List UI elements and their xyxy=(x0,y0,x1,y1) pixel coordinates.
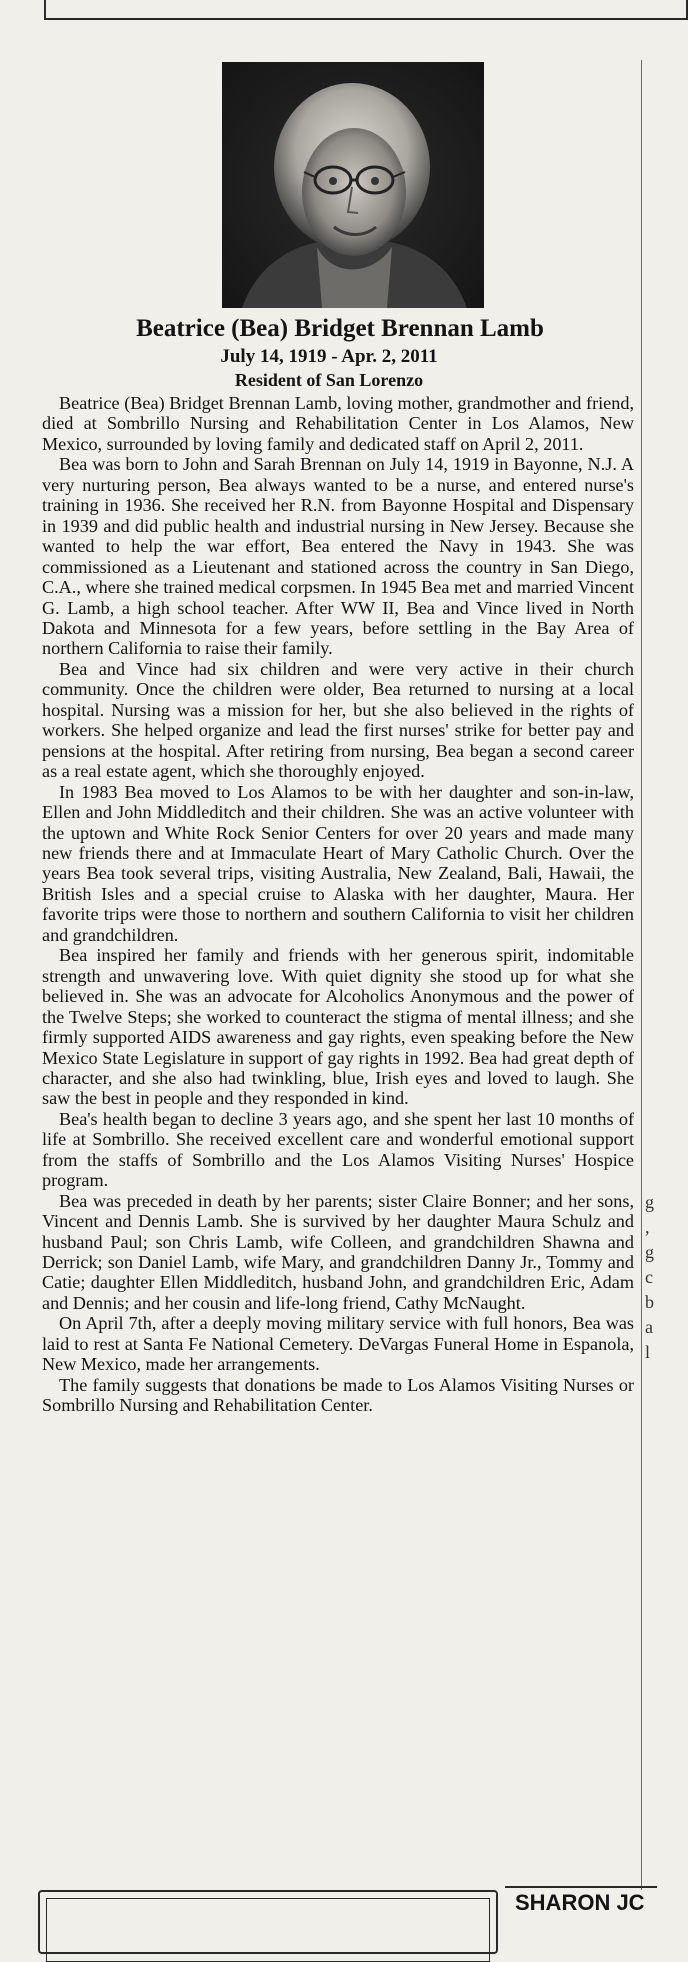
obituary-name: Beatrice (Bea) Bridget Brennan Lamb xyxy=(136,315,544,342)
obituary-dates: July 14, 1919 - Apr. 2, 2011 xyxy=(220,346,438,367)
obituary-paragraph: Bea inspired her family and friends with her generous spirit, indomitable strength and unwavering love. With quiet dignity she stood up for what she believed in. She was an advocate for Alcoholics Anonymous and the power of the Twelve Steps; she worked to counteract the stigma of mental illness; and she firmly supported AIDS awareness and gay rights, even speaking before the New Mexico State Legislature in support of gay rights in 1992. Bea had great depth of character, and she also had twinkling, blue, Irish eyes and loved to laugh. She saw the best in people and they responded in kind. xyxy=(42,945,634,1109)
next-obituary-rule xyxy=(505,1886,657,1888)
obituary-paragraph: The family suggests that donations be made to Los Alamos Visiting Nurses or Sombrillo Nursing and Rehabilitation Center. xyxy=(42,1374,634,1416)
next-obituary-frame xyxy=(38,1890,498,1954)
obituary-paragraph: On April 7th, after a deeply moving military service with full honors, Bea was laid to rest at Santa Fe National Cemetery. DeVargas Funeral Home in Espanola, New Mexico, made her arrangements. xyxy=(42,1313,634,1375)
next-obituary-inner-frame xyxy=(46,1898,490,1962)
obituary-body xyxy=(42,393,634,1416)
masthead-frame xyxy=(44,0,688,20)
obituary-residence: Resident of San Lorenzo xyxy=(234,370,424,390)
next-obituary-heading: SHARON JC xyxy=(515,1890,645,1915)
portrait-photo xyxy=(222,62,484,308)
obituary-paragraph: Bea was preceded in death by her parents; sister Claire Bonner; and her sons, Vincent and Dennis Lamb. She is survived by her daughter Maura Schulz and husband Paul; son Chris Lamb, wife Colleen, and grandchildren Shawna and Derrick; son Daniel Lamb, wife Mary, and grandchildren Danny Jr., Tommy and Catie; daughter Ellen Middleditch, husband John, and grandchildren Eric, Adam and Dennis; and her cousin and life-long friend, Cathy McNaught. xyxy=(42,1190,634,1313)
obituary-paragraph: Bea was born to John and Sarah Brennan on July 14, 1919 in Bayonne, N.J. A very nurturing person, Bea always wanted to be a nurse, and entered nurse's training in 1936. She received her R.N. from Bayonne Hospital and Dispensary in 1939 and did public health and industrial nursing in New Jersey. Because she wanted to help the war effort, Bea entered the Navy in 1943. She was commissioned as a Lieutenant and stationed across the country in San Diego, C.A., where she trained medical corpsmen. In 1945 Bea met and married Vincent G. Lamb, a high school teacher. After WW II, Bea and Vince lived in North Dakota and Minnesota for a few years, before settling in the Bay Area of northern California to raise their family. xyxy=(42,454,634,659)
masthead-title xyxy=(376,0,628,3)
obituary-paragraph: Beatrice (Bea) Bridget Brennan Lamb, loving mother, grandmother and friend, died at Sombrillo Nursing and Rehabilitation Center in Los Alamos, New Mexico, surrounded by loving family and dedicated staff on April 2, 2011. xyxy=(42,393,634,454)
obituary-paragraph: Bea's health began to decline 3 years ago, and she spent her last 10 months of life at Sombrillo. She received excellent care and wonderful emotional support from the staffs of Sombrillo and the Los Alamos Visiting Nurses' Hospice program. xyxy=(42,1108,634,1191)
obituary-paragraph: Bea and Vince had six children and were very active in their church community. Once the children were older, Bea returned to nursing at a local hospital. Nursing was a mission for her, but she also believed in the rights of workers. She helped organize and lead the first nurses' strike for better pay and pensions at the hospital. After retiring from nursing, Bea began a second career as a real estate agent, which she thoroughly enjoyed. xyxy=(42,658,634,782)
obituary-paragraph: In 1983 Bea moved to Los Alamos to be with her daughter and son-in-law, Ellen and John Middleditch and their children. She was an active volunteer with the uptown and White Rock Senior Centers for over 20 years and made many new friends there and at Immaculate Heart of Mary Catholic Church. Over the years Bea took several trips, visiting Australia, New Zealand, Bali, Hawaii, the British Isles and a special cruise to Alaska with her daughter, Maura. Her favorite trips were those to northern and southern California to visit her children and grandchildren. xyxy=(42,781,634,945)
portrait-photo-icon xyxy=(222,62,484,308)
adjacent-column-fragment: g , g c b a l xyxy=(645,1192,654,1362)
